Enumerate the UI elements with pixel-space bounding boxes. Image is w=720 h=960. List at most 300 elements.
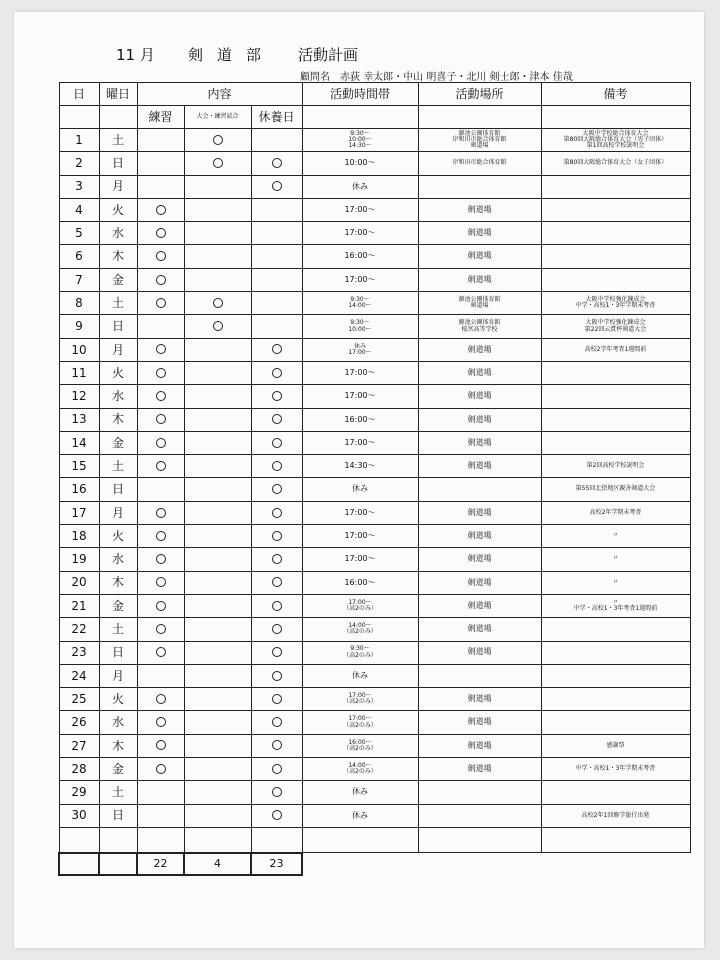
day-row xyxy=(59,548,690,571)
remarks-text: 高校2年学期末考査 xyxy=(589,508,642,516)
day-number: 21 xyxy=(71,598,87,613)
day-number-cell xyxy=(59,292,99,315)
practice-cell xyxy=(137,664,184,687)
practice-mark-icon xyxy=(156,740,166,750)
header-practice: 練習 xyxy=(137,106,184,129)
practice-mark-icon xyxy=(156,438,166,448)
practice-mark-icon xyxy=(156,251,166,261)
match-cell xyxy=(184,478,251,501)
remarks-text: 大阪中学校強化錬成会 第22回云賞杯剣道大会 xyxy=(584,319,647,333)
header-day: 日 xyxy=(59,83,99,106)
practice-cell xyxy=(137,245,184,268)
place-cell xyxy=(418,594,541,617)
remarks-cell xyxy=(541,268,690,291)
remarks-text: 大阪中学校強化錬成会 中学・高校1・3年学期末考査 xyxy=(575,295,656,310)
place-cell xyxy=(418,571,541,594)
practice-cell xyxy=(137,501,184,524)
remarks-cell xyxy=(541,198,690,221)
weekday-cell xyxy=(99,338,137,361)
day-number-cell xyxy=(59,268,99,291)
match-cell xyxy=(184,758,251,781)
day-row xyxy=(59,385,690,408)
rest-cell xyxy=(251,315,302,338)
day-row xyxy=(59,804,690,827)
weekday-cell xyxy=(99,781,137,804)
remarks-cell xyxy=(541,618,690,641)
practice-cell xyxy=(137,455,184,478)
place-cell xyxy=(418,525,541,548)
remarks-cell xyxy=(541,711,690,734)
remarks-text: 中学・高校1・3年学期末考査 xyxy=(575,765,656,773)
rest-cell xyxy=(251,525,302,548)
weekday-cell xyxy=(99,571,137,594)
match-cell xyxy=(184,152,251,175)
day-number-cell xyxy=(59,455,99,478)
practice-cell xyxy=(137,268,184,291)
activity-time: 9:30～ 10:00～ xyxy=(348,319,372,333)
subheader-weekday-blank xyxy=(99,106,137,129)
day-number-cell xyxy=(59,315,99,338)
time-cell xyxy=(302,688,418,711)
day-number: 20 xyxy=(71,575,87,590)
place-cell xyxy=(418,455,541,478)
day-row xyxy=(59,571,690,594)
practice-mark-icon xyxy=(156,344,166,354)
day-number: 22 xyxy=(71,622,87,637)
day-number-cell xyxy=(59,361,99,384)
practice-cell xyxy=(137,781,184,804)
remarks-cell xyxy=(541,385,690,408)
header-remarks: 備考 xyxy=(541,83,690,106)
remarks-text: 感謝祭 xyxy=(606,741,625,749)
day-number-cell xyxy=(59,245,99,268)
day-row xyxy=(59,455,690,478)
rest-mark-icon xyxy=(272,508,282,518)
weekday: 日 xyxy=(111,156,124,171)
day-row xyxy=(59,664,690,687)
remarks-text: 高校2年1回修学旅行出発 xyxy=(581,811,650,819)
match-cell xyxy=(184,245,251,268)
match-cell xyxy=(184,129,251,152)
practice-cell xyxy=(137,361,184,384)
day-number-cell xyxy=(59,501,99,524)
practice-cell xyxy=(137,758,184,781)
day-number-cell xyxy=(59,478,99,501)
rest-mark-icon xyxy=(272,391,282,401)
place-cell xyxy=(418,338,541,361)
practice-cell xyxy=(137,525,184,548)
rest-cell xyxy=(251,268,302,291)
remarks-cell xyxy=(541,245,690,268)
place-cell xyxy=(418,408,541,431)
weekday-cell xyxy=(99,664,137,687)
time-cell xyxy=(302,198,418,221)
weekday-cell xyxy=(99,222,137,245)
remarks-text: 高校2学年考査1週間前 xyxy=(584,345,647,353)
weekday-cell xyxy=(99,734,137,757)
practice-mark-icon xyxy=(156,414,166,424)
day-number-cell xyxy=(59,548,99,571)
activity-place: 剣道場 xyxy=(467,577,492,587)
rest-cell xyxy=(251,594,302,617)
time-cell xyxy=(302,338,418,361)
rest-cell xyxy=(251,478,302,501)
practice-mark-icon xyxy=(156,554,166,564)
place-cell xyxy=(418,245,541,268)
activity-time: 休み xyxy=(352,181,368,191)
activity-time: 16:00～ xyxy=(344,251,376,261)
practice-cell xyxy=(137,734,184,757)
activity-time: 休み xyxy=(352,484,368,494)
place-cell xyxy=(418,361,541,384)
weekday: 金 xyxy=(111,272,124,287)
weekday: 火 xyxy=(111,528,124,543)
weekday: 土 xyxy=(111,622,124,637)
practice-cell xyxy=(137,641,184,664)
place-cell xyxy=(418,758,541,781)
weekday-cell xyxy=(99,385,137,408)
weekday-cell xyxy=(99,175,137,198)
time-cell xyxy=(302,664,418,687)
day-number: 26 xyxy=(71,715,87,730)
match-cell xyxy=(184,455,251,478)
weekday: 水 xyxy=(111,389,124,404)
match-cell xyxy=(184,338,251,361)
rest-cell xyxy=(251,338,302,361)
remarks-cell xyxy=(541,501,690,524)
practice-mark-icon xyxy=(156,228,166,238)
day-row xyxy=(59,361,690,384)
remarks-cell xyxy=(541,408,690,431)
weekday-cell xyxy=(99,758,137,781)
rest-mark-icon xyxy=(272,484,282,494)
day-number-cell xyxy=(59,618,99,641)
practice-mark-icon xyxy=(156,368,166,378)
time-cell xyxy=(302,594,418,617)
activity-time: 16:00～ （高2のみ） xyxy=(343,738,377,752)
match-cell xyxy=(184,361,251,384)
match-cell xyxy=(184,315,251,338)
place-cell xyxy=(418,198,541,221)
weekday: 日 xyxy=(111,808,124,823)
time-cell xyxy=(302,618,418,641)
activity-place: 源池公園体育館 岸和田市総合体育館 剣道場 xyxy=(452,129,507,150)
activity-place: 剣道場 xyxy=(467,507,492,517)
day-row xyxy=(59,618,690,641)
rest-cell xyxy=(251,198,302,221)
practice-cell xyxy=(137,338,184,361)
day-row xyxy=(59,408,690,431)
time-cell xyxy=(302,292,418,315)
weekday: 金 xyxy=(111,435,124,450)
activity-time: 17:00～ xyxy=(344,507,376,517)
activity-place: 剣道場 xyxy=(467,531,492,540)
day-number: 16 xyxy=(71,482,87,497)
weekday: 月 xyxy=(111,342,124,357)
rest-cell xyxy=(251,175,302,198)
rest-cell xyxy=(251,618,302,641)
day-number: 7 xyxy=(75,272,83,287)
remarks-cell xyxy=(541,525,690,548)
day-number: 8 xyxy=(75,295,83,310)
match-cell xyxy=(184,198,251,221)
match-cell xyxy=(184,268,251,291)
place-cell xyxy=(418,641,541,664)
day-row xyxy=(59,245,690,268)
match-mark-icon xyxy=(213,135,223,145)
remarks-cell xyxy=(541,688,690,711)
time-cell xyxy=(302,152,418,175)
weekday-cell xyxy=(99,804,137,827)
weekday-cell xyxy=(99,245,137,268)
advisor-names: 顧問名 赤荻 幸太郎・中山 明喜子・北川 剣士郎・津本 佳哉 xyxy=(300,72,573,83)
remarks-cell xyxy=(541,338,690,361)
match-cell xyxy=(184,781,251,804)
weekday: 金 xyxy=(111,761,124,776)
day-number: 28 xyxy=(71,761,87,776)
day-number: 19 xyxy=(71,552,87,567)
match-cell xyxy=(184,688,251,711)
day-row xyxy=(59,222,690,245)
practice-cell xyxy=(137,711,184,734)
activity-time: 17:00～ xyxy=(344,554,376,564)
rest-cell xyxy=(251,781,302,804)
day-number-cell xyxy=(59,525,99,548)
weekday-cell xyxy=(99,618,137,641)
activity-time: 9:30～ 10:00～ 14:30～ xyxy=(348,129,372,150)
day-row xyxy=(59,641,690,664)
weekday-cell xyxy=(99,594,137,617)
remarks-cell xyxy=(541,152,690,175)
match-cell xyxy=(184,548,251,571)
activity-place: 剣道場 xyxy=(467,740,492,750)
rest-cell xyxy=(251,804,302,827)
practice-cell xyxy=(137,175,184,198)
day-number: 1 xyxy=(75,132,83,147)
rest-cell xyxy=(251,734,302,757)
remarks-text: 第80回大阪総合体育大会（女子団体） xyxy=(563,159,668,167)
day-number: 10 xyxy=(71,342,87,357)
totals-row xyxy=(59,853,690,875)
remarks-cell xyxy=(541,664,690,687)
activity-time: 16:00～ xyxy=(344,577,376,587)
day-row xyxy=(59,478,690,501)
practice-mark-icon xyxy=(156,577,166,587)
place-cell xyxy=(418,688,541,711)
rest-mark-icon xyxy=(272,577,282,587)
place-cell xyxy=(418,664,541,687)
remarks-cell xyxy=(541,175,690,198)
time-cell xyxy=(302,245,418,268)
rest-cell xyxy=(251,385,302,408)
activity-place: 剣道場 xyxy=(467,391,492,401)
match-cell xyxy=(184,618,251,641)
day-row xyxy=(59,525,690,548)
day-number-cell xyxy=(59,664,99,687)
weekday: 月 xyxy=(111,668,124,683)
place-cell xyxy=(418,268,541,291)
time-cell xyxy=(302,385,418,408)
practice-mark-icon xyxy=(156,717,166,727)
time-cell xyxy=(302,361,418,384)
title-month: 11 月 xyxy=(116,46,155,64)
day-number-cell xyxy=(59,152,99,175)
activity-place: 剣道場 xyxy=(467,763,492,773)
day-number: 24 xyxy=(71,668,87,683)
rest-mark-icon xyxy=(272,158,282,168)
activity-place: 剣道場 xyxy=(467,274,492,284)
total-match-cell xyxy=(184,853,251,875)
place-cell xyxy=(418,152,541,175)
header-row xyxy=(59,83,690,106)
place-cell xyxy=(418,129,541,152)
day-row xyxy=(59,315,690,338)
weekday: 日 xyxy=(111,645,124,660)
remarks-cell xyxy=(541,292,690,315)
blank-cell xyxy=(59,827,99,853)
match-cell xyxy=(184,594,251,617)
total-practice-cell xyxy=(137,853,184,875)
day-row xyxy=(59,594,690,617)
weekday: 月 xyxy=(111,505,124,520)
day-number: 29 xyxy=(71,785,87,800)
activity-time: 17:00～ xyxy=(344,228,376,238)
rest-cell xyxy=(251,152,302,175)
match-mark-icon xyxy=(213,158,223,168)
weekday: 日 xyxy=(111,319,124,334)
rest-mark-icon xyxy=(272,787,282,797)
header-match: 大会・練習試合 xyxy=(184,106,251,129)
day-number-cell xyxy=(59,734,99,757)
remarks-cell xyxy=(541,129,690,152)
practice-mark-icon xyxy=(156,694,166,704)
day-number-cell xyxy=(59,758,99,781)
day-number: 6 xyxy=(75,249,83,264)
day-row xyxy=(59,175,690,198)
title-sport: 剣道部 xyxy=(188,46,276,64)
subheader-day-blank xyxy=(59,106,99,129)
activity-place: 剣道場 xyxy=(467,624,492,634)
remarks-cell xyxy=(541,734,690,757)
activity-time: 17:00～ xyxy=(344,437,376,447)
activity-place: 源池公園体育館 桜宮高等学校 xyxy=(458,319,501,333)
activity-time: 14:00～ （高2のみ） xyxy=(343,622,377,636)
activity-place: 剣道場 xyxy=(467,344,492,354)
remarks-text: 〃 xyxy=(612,578,619,586)
place-cell xyxy=(418,804,541,827)
practice-cell xyxy=(137,618,184,641)
time-cell xyxy=(302,431,418,454)
practice-cell xyxy=(137,152,184,175)
day-number: 2 xyxy=(75,156,83,171)
time-cell xyxy=(302,268,418,291)
activity-place: 剣道場 xyxy=(467,228,492,238)
day-number-cell xyxy=(59,222,99,245)
subheader-time-blank xyxy=(302,106,418,129)
schedule-table xyxy=(58,82,691,876)
weekday-cell xyxy=(99,129,137,152)
time-cell xyxy=(302,455,418,478)
activity-time: 休み xyxy=(352,810,368,820)
time-cell xyxy=(302,548,418,571)
weekday: 月 xyxy=(111,179,124,194)
practice-cell xyxy=(137,688,184,711)
time-cell xyxy=(302,501,418,524)
practice-mark-icon xyxy=(156,298,166,308)
day-row xyxy=(59,734,690,757)
match-cell xyxy=(184,408,251,431)
match-cell xyxy=(184,175,251,198)
rest-cell xyxy=(251,571,302,594)
practice-cell xyxy=(137,129,184,152)
weekday-cell xyxy=(99,408,137,431)
practice-cell xyxy=(137,594,184,617)
blank-cell xyxy=(302,827,418,853)
subheader-place-blank xyxy=(418,106,541,129)
match-cell xyxy=(184,804,251,827)
activity-place: 剣道場 xyxy=(467,600,492,610)
practice-mark-icon xyxy=(156,275,166,285)
practice-mark-icon xyxy=(156,205,166,215)
total-practice: 22 xyxy=(153,857,168,871)
rest-cell xyxy=(251,664,302,687)
place-cell xyxy=(418,292,541,315)
practice-cell xyxy=(137,478,184,501)
activity-place: 剣道場 xyxy=(467,251,492,261)
day-row xyxy=(59,711,690,734)
activity-time: 17:00～ （高2のみ） xyxy=(343,691,377,706)
activity-time: 17:00～ xyxy=(344,391,376,401)
day-number-cell xyxy=(59,338,99,361)
weekday: 土 xyxy=(111,785,124,800)
match-cell xyxy=(184,385,251,408)
match-cell xyxy=(184,431,251,454)
practice-cell xyxy=(137,222,184,245)
remarks-cell xyxy=(541,571,690,594)
practice-mark-icon xyxy=(156,764,166,774)
time-cell xyxy=(302,734,418,757)
rest-mark-icon xyxy=(272,344,282,354)
day-row xyxy=(59,688,690,711)
place-cell xyxy=(418,222,541,245)
day-row xyxy=(59,268,690,291)
blank-cell xyxy=(99,827,137,853)
day-row xyxy=(59,758,690,781)
weekday: 木 xyxy=(111,738,124,753)
day-number-cell xyxy=(59,711,99,734)
place-cell xyxy=(418,548,541,571)
weekday: 金 xyxy=(111,598,124,613)
day-number-cell xyxy=(59,688,99,711)
remarks-cell xyxy=(541,641,690,664)
day-row xyxy=(59,292,690,315)
activity-time: 10:00～ xyxy=(344,158,376,168)
rest-mark-icon xyxy=(272,717,282,727)
place-cell xyxy=(418,478,541,501)
rest-mark-icon xyxy=(272,368,282,378)
practice-mark-icon xyxy=(156,391,166,401)
weekday: 木 xyxy=(111,575,124,590)
day-number: 17 xyxy=(71,505,87,520)
rest-mark-icon xyxy=(272,647,282,657)
day-number-cell xyxy=(59,431,99,454)
rest-cell xyxy=(251,688,302,711)
weekday-cell xyxy=(99,361,137,384)
match-cell xyxy=(184,664,251,687)
day-row xyxy=(59,781,690,804)
day-row xyxy=(59,129,690,152)
blank-cell xyxy=(251,827,302,853)
